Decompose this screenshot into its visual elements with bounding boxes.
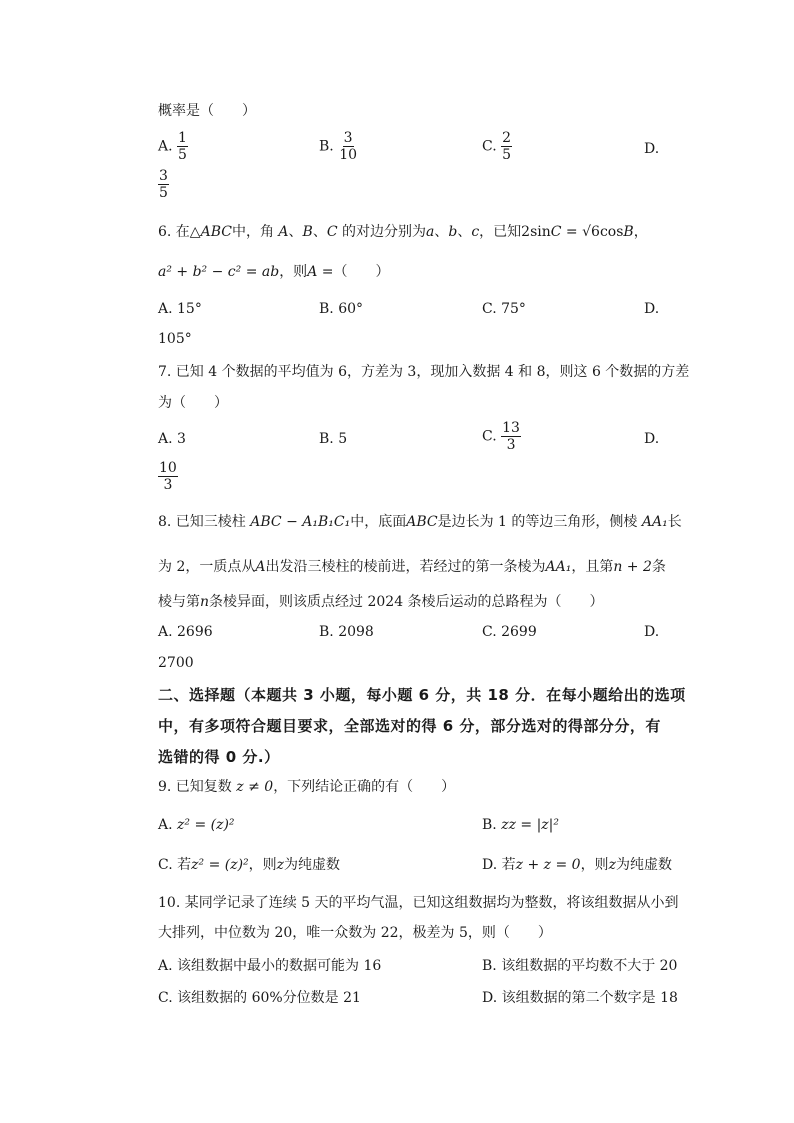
q8-text: 是边长为 1 的等边三角形，侧棱 [437, 514, 638, 530]
q9-text: 若 [501, 857, 516, 873]
q9-var: z [608, 857, 616, 873]
q10-line-1: 10. 某同学记录了连续 5 天的平均气温，已知这组数据均为整数，将该组数据从小到 [158, 895, 679, 911]
q8-text: ，且第 [571, 559, 614, 575]
q8-option-a: A. 2696 [158, 624, 213, 640]
q9-option-a-expr: z² = (z)² [177, 817, 235, 833]
q5-b-den: 10 [339, 147, 358, 163]
q6-line-1 [158, 222, 648, 242]
q9-option-b-expr: zz = |z|² [501, 817, 560, 833]
q5-d-den: 5 [159, 185, 168, 201]
q6-option-d-label: D. [644, 301, 660, 317]
q7-line-1: 7. 已知 4 个数据的平均值为 6，方差为 3，现加入数据 4 和 8，则这 6 个数据的方差 [158, 364, 690, 380]
q6-option-a: A. 15° [158, 301, 202, 317]
q9-option-d [482, 855, 672, 875]
q8-option-b: B. 2098 [319, 624, 374, 640]
q6-eq-var: C [550, 224, 562, 240]
q5-option-a [158, 130, 188, 163]
q9-text: ，则 [580, 857, 609, 873]
q5-option-b-fraction [338, 130, 358, 163]
q6-line-2 [158, 262, 390, 282]
q9-option-d-expr: z + z = 0 [515, 857, 581, 873]
q5-option-a-fraction [177, 130, 188, 163]
q6-text: =（ ） [317, 264, 390, 280]
q7-option-c-fraction [501, 420, 521, 453]
section-2-heading-line-1: 二、选择题（本题共 3 小题，每小题 6 分，共 18 分．在每小题给出的选项 [158, 686, 686, 704]
q5-a-num: 1 [178, 130, 187, 146]
q8-line-1 [158, 512, 682, 532]
q5-option-b [319, 130, 358, 163]
q8-edge: AA₁ [641, 514, 668, 530]
q6-sep: 、 [288, 224, 303, 240]
q9-option-b [482, 815, 559, 835]
q5-option-c [482, 130, 512, 163]
q6-var: A [307, 264, 318, 280]
q8-text: 条 [651, 559, 666, 575]
q8-option-d-label: D. [644, 624, 660, 640]
q9-option-c [158, 855, 340, 875]
q8-base: ABC [406, 514, 438, 530]
q5-option-d-value [158, 168, 169, 201]
q9-text: 若 [177, 857, 192, 873]
q6-triangle-abc: ABC [200, 224, 232, 240]
q9-text: 9. 已知复数 [158, 779, 232, 795]
q6-var: b [448, 224, 458, 240]
q10-option-d: D. 该组数据的第二个数字是 18 [482, 990, 678, 1006]
q7-option-b: B. 5 [319, 431, 348, 447]
q7-d-num: 10 [159, 460, 177, 476]
q10-line-2: 大排列，中位数为 20，唯一众数为 22，极差为 5，则（ ） [158, 925, 552, 941]
q7-c-den: 3 [506, 437, 516, 453]
q8-option-d-value: 2700 [158, 655, 194, 671]
q8-text: 棱与第 [158, 594, 200, 610]
q6-option-c: C. 75° [482, 301, 526, 317]
q6-option-b: B. 60° [319, 301, 364, 317]
q8-text: 为 2，一质点从 [158, 559, 256, 575]
q8-text: 中，底面 [350, 514, 407, 530]
q6-option-d-value: 105° [158, 331, 192, 347]
section-2-heading-line-2: 中，有多项符合题目要求，全部选对的得 6 分，部分选对的得部分分，有 [158, 717, 661, 735]
section-2-heading-line-3: 选错的得 0 分.） [158, 748, 280, 766]
q6-text: ，则 [279, 264, 308, 280]
q10-option-a: A. 该组数据中最小的数据可能为 16 [158, 958, 382, 974]
q5-option-c-fraction [501, 130, 512, 163]
q5-c-num: 2 [502, 130, 512, 146]
q6-var: C [326, 224, 338, 240]
q5-option-a-label: A. [158, 138, 173, 155]
q6-text: ，已知 [479, 224, 522, 240]
q6-var: a [426, 224, 435, 240]
q9-option-b-label: B. [482, 817, 497, 833]
q6-eq: = √6cos [561, 224, 624, 240]
q6-var: A [278, 224, 289, 240]
q9-text: ，下列结论正确的有（ ） [273, 779, 456, 795]
q9-text: 为纯虚数 [615, 857, 672, 873]
q7-option-d-value [158, 460, 178, 493]
q7-d-den: 3 [163, 477, 173, 493]
q8-edge: AA₁ [545, 559, 572, 575]
q9-option-a [158, 815, 235, 835]
q8-option-c: C. 2699 [482, 624, 537, 640]
q5-d-num: 3 [159, 168, 168, 184]
q6-sep: 、 [457, 224, 472, 240]
q7-option-c-label: C. [482, 428, 497, 445]
q5-option-c-label: C. [482, 138, 497, 155]
q8-text: 出发沿三棱柱的棱前进，若经过的第一条棱为 [265, 559, 546, 575]
q6-eq: 2sin [521, 224, 551, 240]
q6-var: c [471, 224, 480, 240]
q8-text: 长 [667, 514, 682, 530]
q6-text: 6. 在△ [158, 224, 201, 240]
q7-option-c [482, 420, 521, 453]
q5-option-b-label: B. [319, 138, 334, 155]
q8-line-3 [158, 592, 604, 612]
q6-text: 的对边分别为 [342, 224, 426, 240]
q6-formula: a² + b² − c² = ab [158, 264, 280, 280]
q7-line-2: 为（ ） [158, 395, 228, 411]
q5-stem-end: 概率是（ ） [158, 103, 256, 119]
q9-condition: z ≠ 0 [236, 779, 274, 795]
q9-stem [158, 777, 455, 797]
q9-option-c-label: C. [158, 857, 173, 873]
q6-sep: 、 [434, 224, 449, 240]
q5-c-den: 5 [502, 147, 512, 163]
q10-option-b: B. 该组数据的平均数不大于 20 [482, 958, 678, 974]
q7-c-num: 13 [502, 420, 520, 436]
q7-option-d-fraction [158, 460, 178, 493]
q9-option-a-label: A. [158, 817, 173, 833]
q9-option-d-label: D. [482, 857, 498, 873]
q8-text: 条棱异面，则该质点经过 2024 条棱后运动的总路程为（ ） [209, 594, 604, 610]
q7-option-a: A. 3 [158, 431, 186, 447]
q6-text: ， [633, 224, 648, 240]
q6-var: B [302, 224, 313, 240]
q8-var: n [200, 594, 210, 610]
q8-text: 8. 已知三棱柱 [158, 514, 246, 530]
q6-sep: 、 [312, 224, 327, 240]
q8-line-2 [158, 557, 666, 577]
q9-var: z [276, 857, 285, 873]
q8-var: A [255, 559, 266, 575]
q7-option-d-label: D. [644, 431, 660, 447]
q5-option-d-fraction [158, 168, 169, 201]
q9-text: 为纯虚数 [284, 857, 341, 873]
q5-a-den: 5 [178, 147, 187, 163]
q6-text: 中，角 [231, 224, 274, 240]
q9-text: ，则 [248, 857, 277, 873]
q9-option-c-expr: z² = (z)² [191, 857, 249, 873]
q8-var: n + 2 [613, 559, 652, 575]
q8-prism: ABC − A₁B₁C₁ [250, 514, 351, 530]
q5-option-d-label: D. [644, 141, 660, 157]
q6-eq-var: B [623, 224, 634, 240]
q5-b-num: 3 [343, 130, 353, 146]
q10-option-c: C. 该组数据的 60%分位数是 21 [158, 990, 361, 1006]
